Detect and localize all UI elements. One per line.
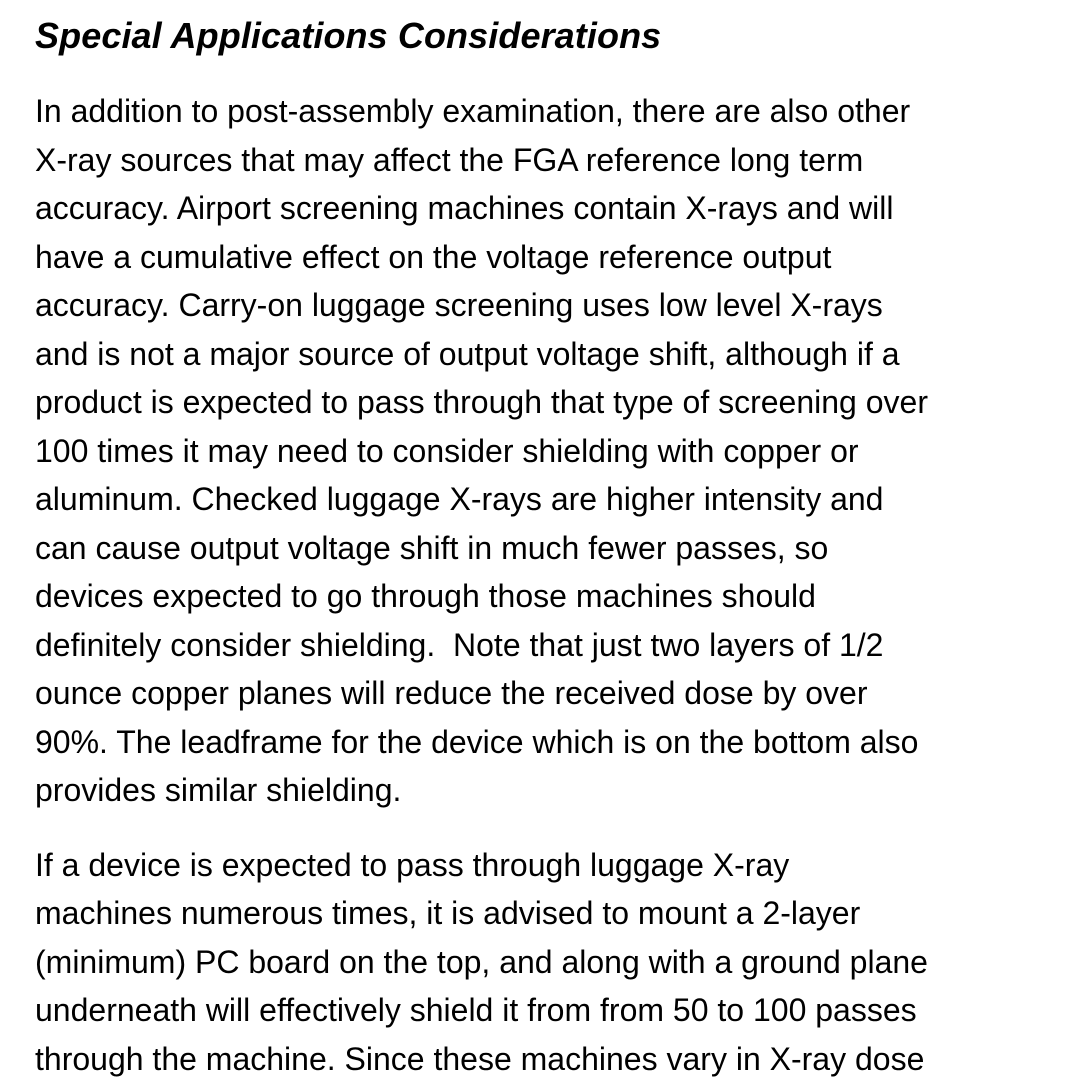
paragraph-line: ounce copper planes will reduce the received dose by over [35, 669, 1045, 718]
paragraph-line: accuracy. Airport screening machines contain X-rays and will [35, 184, 1045, 233]
paragraph-line: machines numerous times, it is advised to mount a 2-layer [35, 889, 1045, 938]
paragraph-line: (minimum) PC board on the top, and along with a ground plane [35, 938, 1045, 987]
paragraph-line: have a cumulative effect on the voltage reference output [35, 233, 1045, 282]
paragraph-line: accuracy. Carry-on luggage screening uses low level X-rays [35, 281, 1045, 330]
paragraph-line: definitely consider shielding. Note that just two layers of 1/2 [35, 621, 1045, 670]
paragraph-line: 100 times it may need to consider shielding with copper or [35, 427, 1045, 476]
document-page [35, 0, 1045, 1083]
paragraph-line: aluminum. Checked luggage X-rays are higher intensity and [35, 475, 1045, 524]
paragraph-line: through the machine. Since these machines vary in X-ray dose [35, 1035, 1045, 1083]
paragraph-line: devices expected to go through those machines should [35, 572, 1045, 621]
paragraph-pc-board-shielding [35, 841, 1045, 1083]
paragraph-line: product is expected to pass through that type of screening over [35, 378, 1045, 427]
paragraph-line: In addition to post-assembly examination, there are also other [35, 87, 1045, 136]
paragraph-line: X-ray sources that may affect the FGA reference long term [35, 136, 1045, 185]
paragraph-line: and is not a major source of output voltage shift, although if a [35, 330, 1045, 379]
paragraph-line: 90%. The leadframe for the device which is on the bottom also [35, 718, 1045, 767]
paragraph-line: underneath will effectively shield it from from 50 to 100 passes [35, 986, 1045, 1035]
section-heading: Special Applications Considerations [35, 0, 1045, 58]
paragraph-line: If a device is expected to pass through luggage X-ray [35, 841, 1045, 890]
paragraph-line: can cause output voltage shift in much fewer passes, so [35, 524, 1045, 573]
paragraph-line: provides similar shielding. [35, 766, 1045, 815]
paragraph-xray-sources [35, 87, 1045, 815]
